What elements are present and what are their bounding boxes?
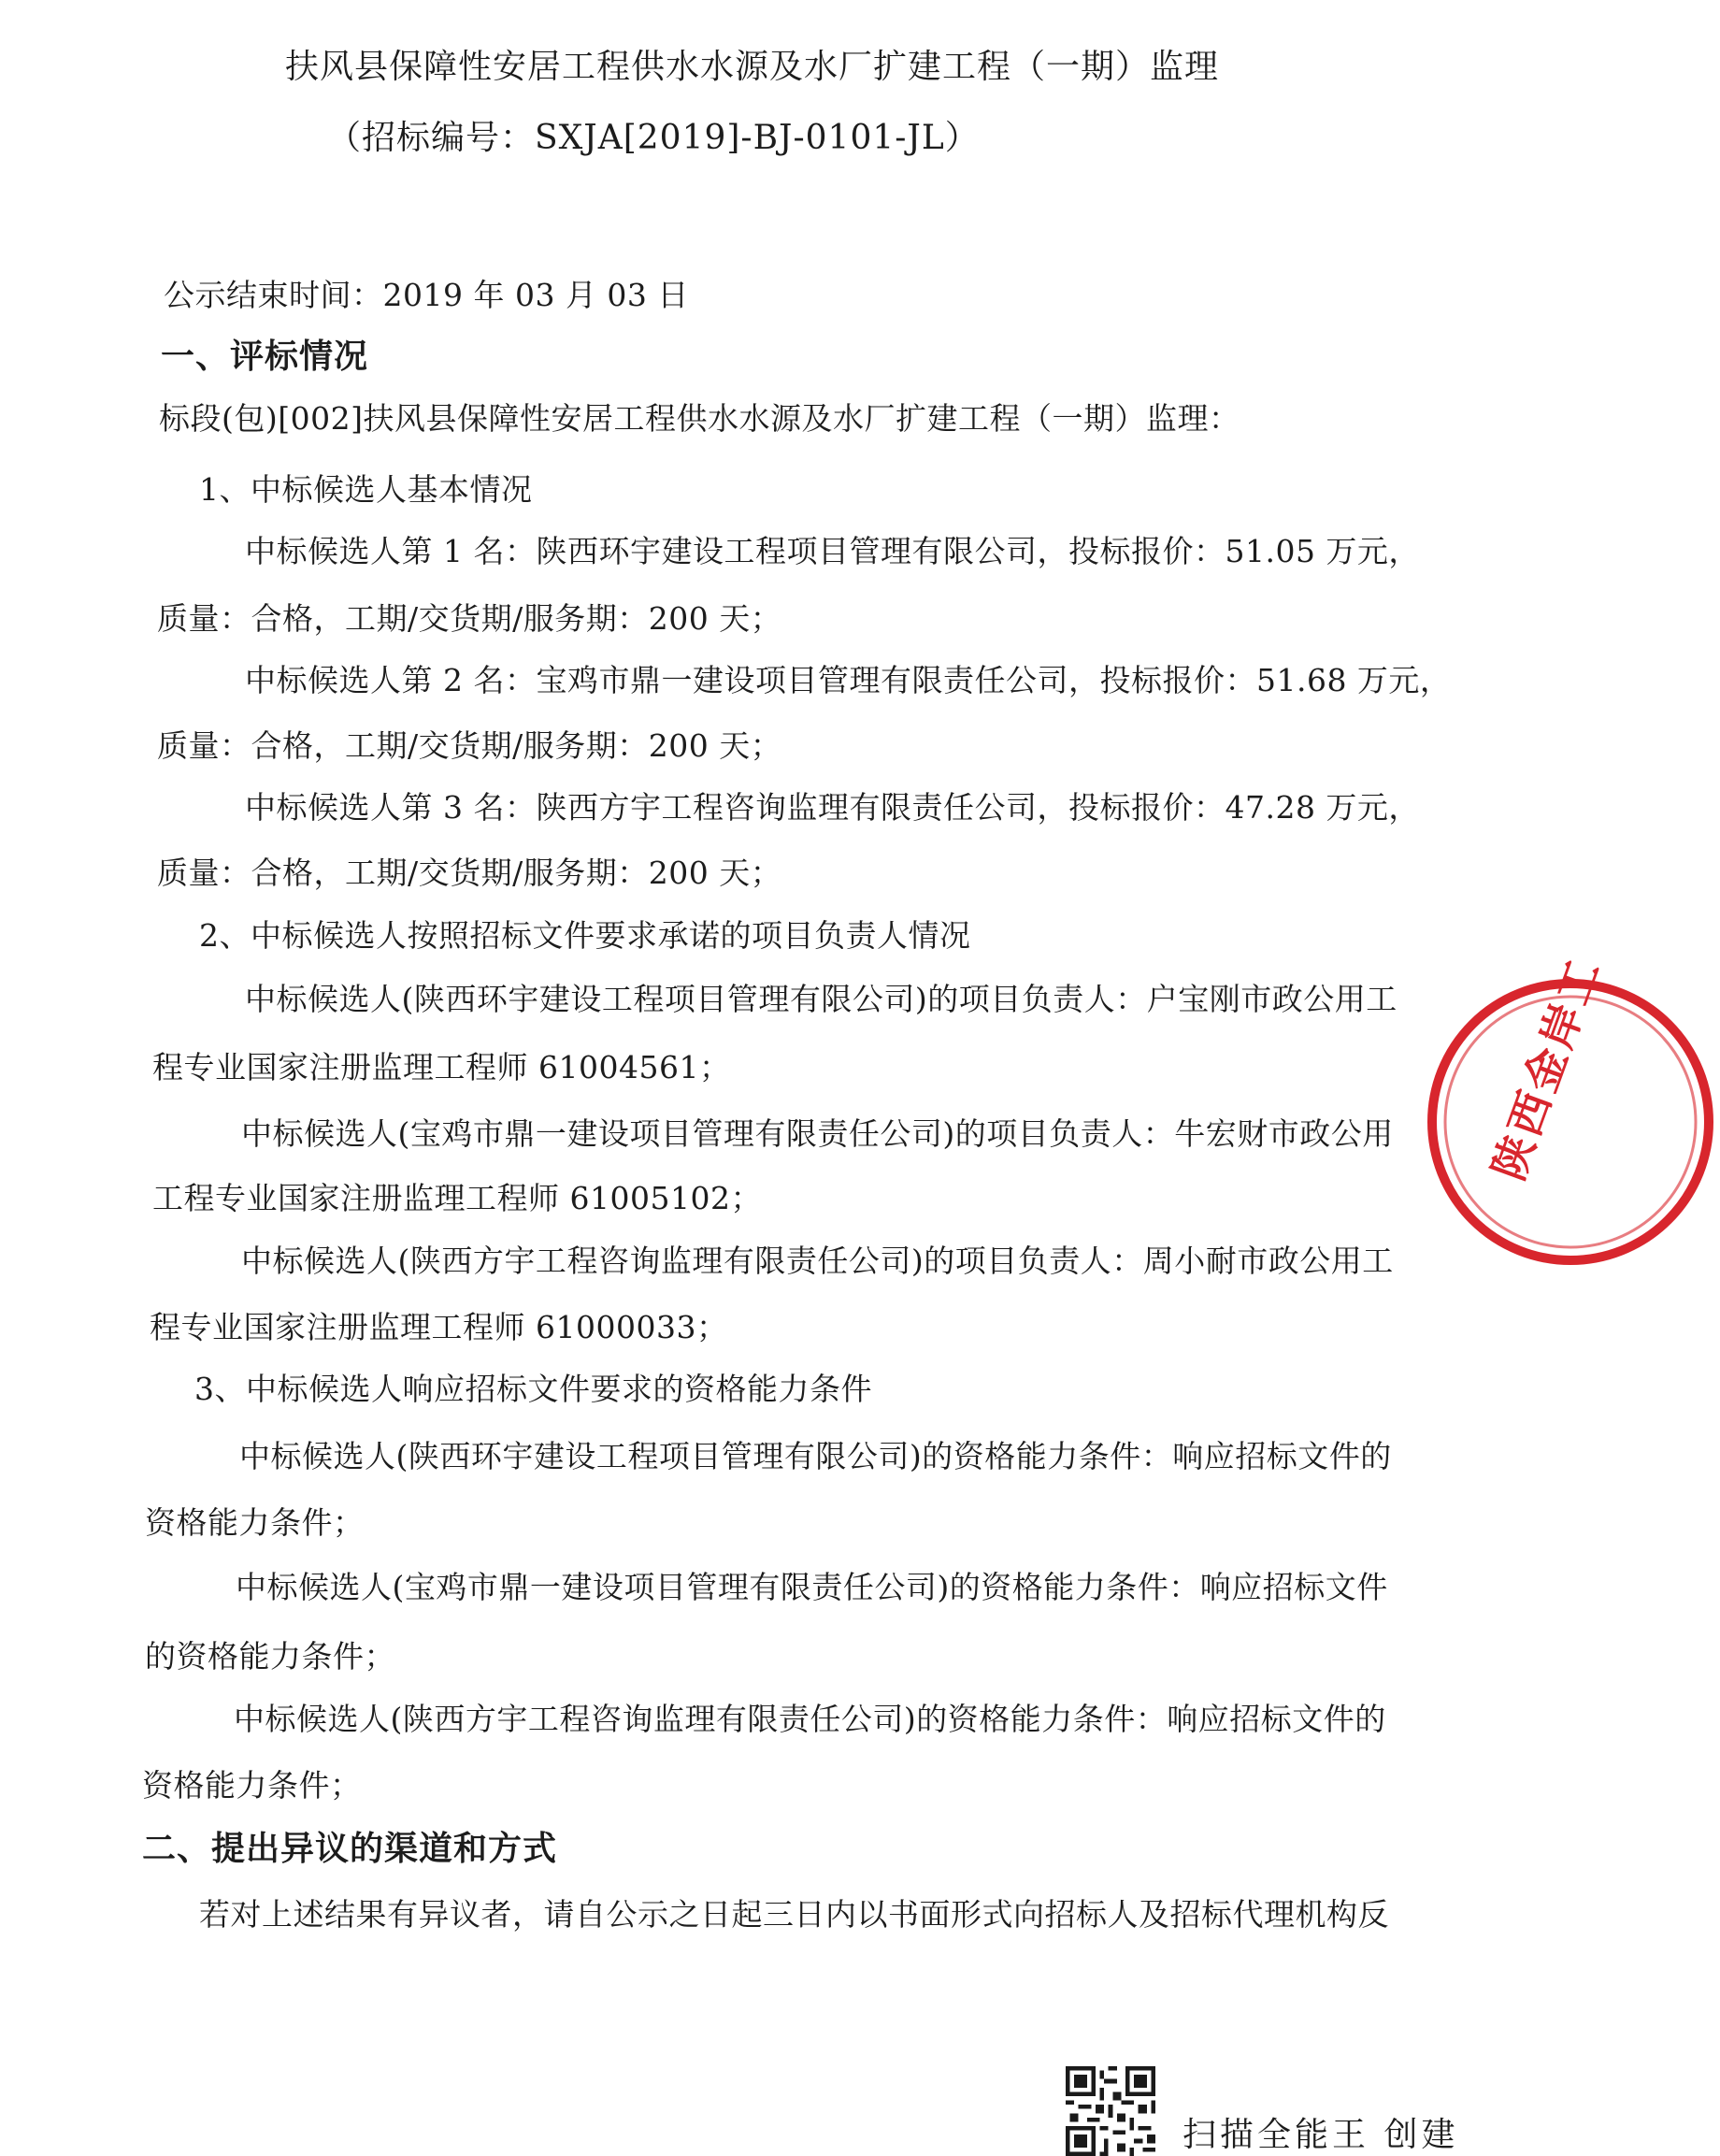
candidate-2-line2: 质量：合格，工期/交货期/服务期：200 天； [157, 727, 782, 764]
pm-3-line2: 程专业国家注册监理工程师 61000033； [150, 1309, 728, 1345]
lot-description: 标段(包)[002]扶风县保障性安居工程供水水源及水厂扩建工程（一期）监理： [159, 400, 1240, 437]
qual-1-line2: 资格能力条件； [145, 1504, 365, 1541]
pm-2-line1: 中标候选人(宝鸡市鼎一建设项目管理有限责任公司)的项目负责人：牛宏财市政公用 [241, 1115, 1394, 1152]
sub1-heading: 1、中标候选人基本情况 [199, 471, 533, 508]
candidate-1-line1: 中标候选人第 1 名：陕西环宇建设工程项目管理有限公司，投标报价：51.05 万元， [245, 533, 1420, 569]
qual-3-line2: 资格能力条件； [142, 1767, 362, 1804]
pm-1-line2: 程专业国家注册监理工程师 61004561； [152, 1049, 731, 1085]
qr-code [1066, 2066, 1155, 2156]
section1-heading: 一、评标情况 [161, 338, 369, 376]
qual-1-line1: 中标候选人(陕西环宇建设工程项目管理有限公司)的资格能力条件：响应招标文件的 [239, 1438, 1392, 1474]
scanner-watermark: 扫描全能王 创建 [1182, 2116, 1459, 2154]
svg-text:陕西金岸工: 陕西金岸工 [1483, 949, 1611, 1187]
qual-2-line1: 中标候选人(宝鸡市鼎一建设项目管理有限责任公司)的资格能力条件：响应招标文件 [236, 1569, 1388, 1605]
qual-3-line1: 中标候选人(陕西方宇工程咨询监理有限责任公司)的资格能力条件：响应招标文件的 [234, 1701, 1386, 1737]
candidate-3-line1: 中标候选人第 3 名：陕西方宇工程咨询监理有限责任公司，投标报价：47.28 万元， [245, 789, 1420, 826]
sub2-heading: 2、中标候选人按照招标文件要求承诺的项目负责人情况 [199, 917, 971, 954]
candidate-3-line2: 质量：合格，工期/交货期/服务期：200 天； [157, 855, 782, 891]
pm-1-line1: 中标候选人(陕西环宇建设工程项目管理有限公司)的项目负责人：户宝刚市政公用工 [245, 981, 1398, 1017]
document-title-line1: 扶风县保障性安居工程供水水源及水厂扩建工程（一期）监理 [285, 48, 1220, 86]
candidate-1-line2: 质量：合格，工期/交货期/服务期：200 天； [157, 600, 782, 637]
qual-2-line2: 的资格能力条件； [145, 1638, 395, 1674]
section2-heading: 二、提出异议的渠道和方式 [142, 1830, 558, 1868]
candidate-2-line1: 中标候选人第 2 名：宝鸡市鼎一建设项目管理有限责任公司，投标报价：51.68 万元， [245, 662, 1452, 698]
notice-end-time: 公示结束时间：2019 年 03 月 03 日 [164, 277, 689, 313]
company-seal [1421, 949, 1720, 1272]
pm-2-line2: 工程专业国家注册监理工程师 61005102； [152, 1180, 762, 1216]
document-title-line2: （招标编号：SXJA[2019]-BJ-0101-JL） [327, 119, 980, 157]
section2-body: 若对上述结果有异议者，请自公示之日起三日内以书面形式向招标人及招标代理机构反 [199, 1896, 1389, 1933]
pm-3-line1: 中标候选人(陕西方宇工程咨询监理有限责任公司)的项目负责人：周小耐市政公用工 [241, 1243, 1394, 1279]
sub3-heading: 3、中标候选人响应招标文件要求的资格能力条件 [194, 1371, 872, 1407]
